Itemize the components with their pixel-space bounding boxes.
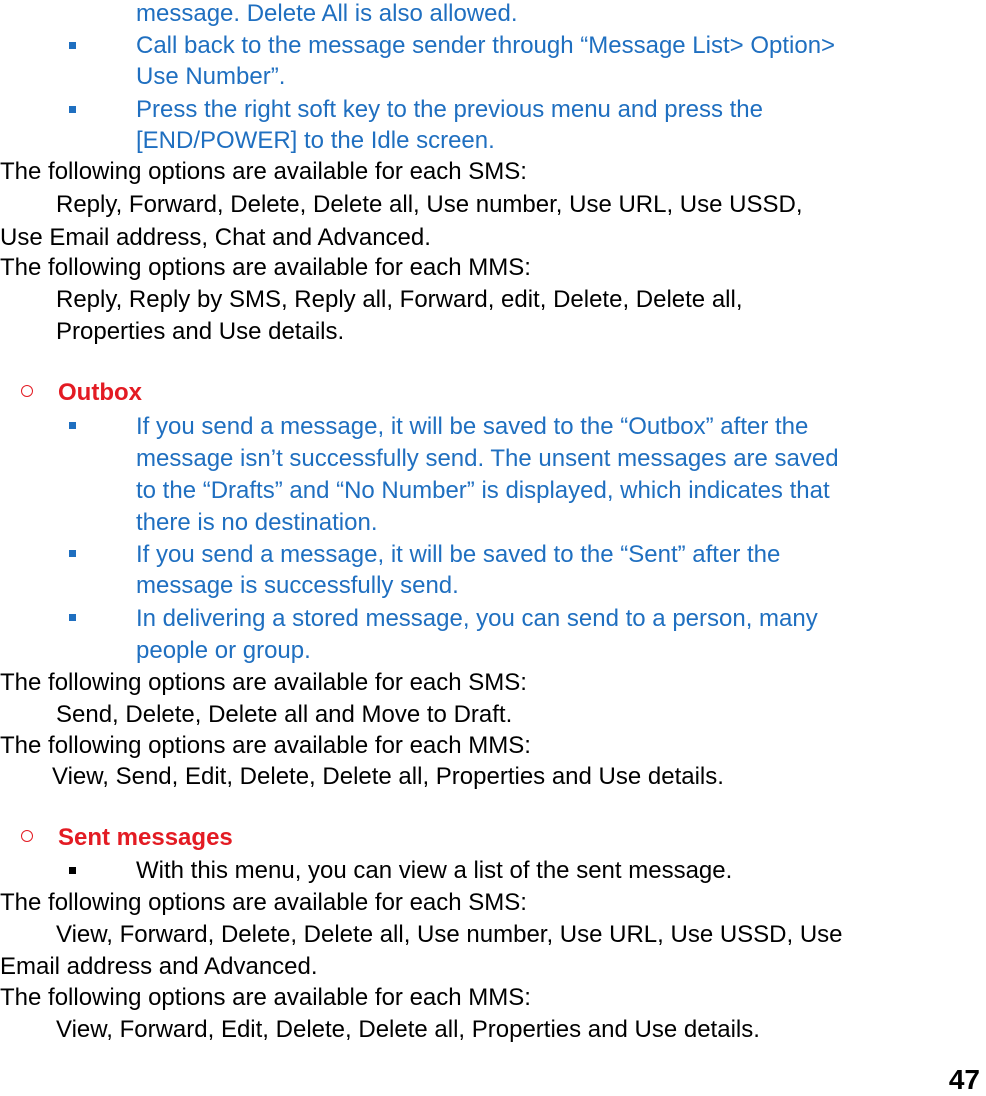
options-list: Email address and Advanced. [0, 953, 318, 980]
options-list: Properties and Use details. [56, 318, 345, 345]
intro-bullet-text: [END/POWER] to the Idle screen. [136, 127, 495, 154]
outbox-bullet-text: to the “Drafts” and “No Number” is displayed, which indicates that [136, 477, 830, 504]
circle-bullet-icon [21, 385, 33, 397]
outbox-bullet-text: there is no destination. [136, 509, 378, 536]
options-intro: The following options are available for each SMS: [0, 158, 527, 185]
options-intro: The following options are available for each SMS: [0, 889, 527, 916]
outbox-bullet-text: If you send a message, it will be saved to the “Outbox” after the [136, 413, 809, 440]
intro-bullet-text: Press the right soft key to the previous menu and press the [136, 96, 763, 123]
options-intro: The following options are available for each MMS: [0, 732, 531, 759]
outbox-bullet-text: If you send a message, it will be saved to the “Sent” after the [136, 541, 781, 568]
outbox-bullet-text: message isn’t successfully send. The unsent messages are saved [136, 445, 839, 472]
intro-bullet-text: Use Number”. [136, 63, 286, 90]
options-list: View, Forward, Delete, Delete all, Use number, Use URL, Use USSD, Use [56, 921, 843, 948]
square-bullet-icon [69, 106, 76, 113]
intro-line: message. Delete All is also allowed. [136, 0, 518, 27]
intro-bullet-text: Call back to the message sender through “Message List> Option> [136, 32, 836, 59]
section-heading-sent-messages: Sent messages [58, 824, 233, 851]
circle-bullet-icon [21, 830, 33, 842]
options-list: View, Forward, Edit, Delete, Delete all, Properties and Use details. [56, 1016, 760, 1043]
square-bullet-icon [69, 867, 76, 874]
outbox-bullet-text: people or group. [136, 637, 311, 664]
page-number: 47 [948, 1064, 980, 1095]
sent-bullet-text: With this menu, you can view a list of the sent message. [136, 857, 733, 884]
options-list: Send, Delete, Delete all and Move to Draft. [56, 701, 513, 728]
square-bullet-icon [69, 614, 76, 621]
options-list: Use Email address, Chat and Advanced. [0, 224, 431, 251]
options-intro: The following options are available for each SMS: [0, 669, 527, 696]
options-intro: The following options are available for each MMS: [0, 254, 531, 281]
options-list: Reply, Forward, Delete, Delete all, Use number, Use URL, Use USSD, [56, 191, 803, 218]
square-bullet-icon [69, 550, 76, 557]
square-bullet-icon [69, 422, 76, 429]
options-list: View, Send, Edit, Delete, Delete all, Properties and Use details. [52, 763, 724, 790]
options-list: Reply, Reply by SMS, Reply all, Forward, edit, Delete, Delete all, [56, 286, 743, 313]
outbox-bullet-text: message is successfully send. [136, 572, 459, 599]
section-heading-outbox: Outbox [58, 379, 142, 406]
outbox-bullet-text: In delivering a stored message, you can send to a person, many [136, 605, 818, 632]
options-intro: The following options are available for each MMS: [0, 984, 531, 1011]
square-bullet-icon [69, 42, 76, 49]
